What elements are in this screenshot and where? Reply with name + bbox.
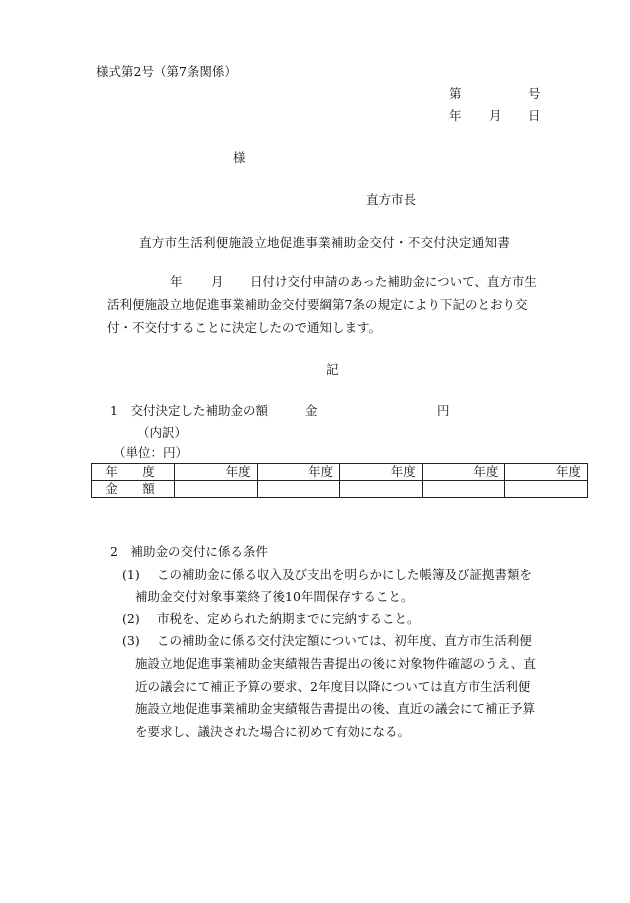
- unit-label: （単位：円）: [113, 445, 189, 460]
- year-cell: 年度: [257, 464, 340, 481]
- document-title: 直方市生活利便施設立地促進事業補助金交付・不交付決定通知書: [139, 235, 511, 250]
- addressee: 様: [233, 150, 246, 165]
- year-cell: 年度: [505, 464, 588, 481]
- body-line2: 活利便施設立地促進事業補助金交付要綱第7条の規定により下記のとおり交: [107, 297, 528, 312]
- date-year: 年: [449, 108, 462, 123]
- section1-label: 1 交付決定した補助金の額: [110, 403, 268, 418]
- section2-label: 2 補助金の交付に係る条件: [110, 544, 268, 559]
- year-header-cell: 年 度: [92, 464, 175, 481]
- date-day: 日: [528, 108, 541, 123]
- condition-text: 補助金交付対象事業終了後10年間保存すること。: [135, 589, 414, 604]
- amount-cell: [175, 481, 258, 498]
- breakdown-label: （内訳）: [137, 425, 188, 440]
- condition-text: この補助金に係る収入及び支出を明らかにした帳簿及び証拠書類を: [157, 567, 533, 582]
- table-row-amount: [92, 481, 588, 498]
- date-month: 月: [489, 108, 502, 123]
- condition-text: 施設立地促進事業補助金実績報告書提出の後に対象物件確認のうえ、直: [135, 656, 536, 671]
- issuer: 直方市長: [366, 192, 417, 207]
- section1-kin: 金: [305, 403, 318, 418]
- form-number: 様式第2号（第7条関係）: [96, 64, 237, 79]
- year-cell: 年度: [422, 464, 505, 481]
- condition-text: 近の議会にて補正予算の要求、2年度目以降については直方市生活利便: [135, 679, 531, 694]
- condition-text: を要求し、議決された場合に初めて有効になる。: [135, 724, 411, 739]
- ki-mark: 記: [326, 362, 339, 377]
- body-line1: 日付け交付申請のあった補助金について、直方市生: [250, 274, 537, 289]
- condition-text: この補助金に係る交付決定額については、初年度、直方市生活利便: [157, 633, 532, 648]
- condition-number: (1): [122, 567, 140, 582]
- table-row-year: [92, 464, 588, 481]
- amount-cell: [422, 481, 505, 498]
- body-line3: 付・不交付することに決定したので通知します。: [107, 320, 382, 335]
- number-dai: 第: [449, 86, 462, 101]
- body-month: 月: [211, 274, 224, 289]
- year-cell: 年度: [175, 464, 258, 481]
- number-go: 号: [528, 86, 541, 101]
- condition-number: (3): [122, 633, 140, 648]
- amount-cell: [340, 481, 423, 498]
- body-year: 年: [170, 274, 183, 289]
- section1-yen: 円: [437, 403, 450, 418]
- amount-header-cell: 金 額: [92, 481, 175, 498]
- condition-text: 施設立地促進事業補助金実績報告書提出の後、直近の議会にて補正予算: [135, 701, 536, 716]
- condition-number: (2): [122, 611, 140, 626]
- year-cell: 年度: [340, 464, 423, 481]
- amount-cell: [257, 481, 340, 498]
- breakdown-table: [91, 463, 588, 498]
- amount-cell: [505, 481, 588, 498]
- condition-text: 市税を、定められた納期までに完納すること。: [157, 611, 420, 626]
